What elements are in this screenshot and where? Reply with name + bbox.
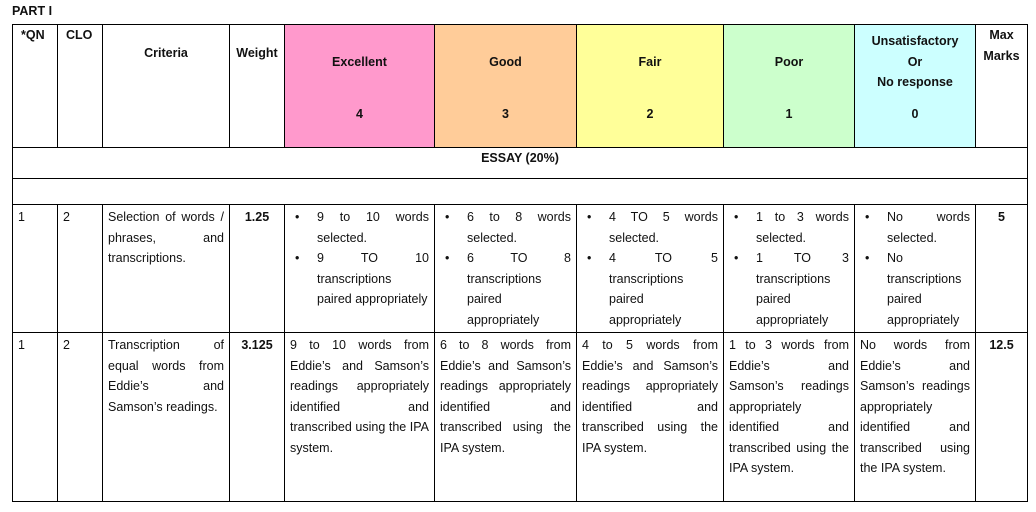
level-header-good xyxy=(435,25,577,148)
qn-header-label: *QN xyxy=(21,28,45,42)
max-marks-cell: 5 xyxy=(976,205,1028,333)
level-cell-good xyxy=(435,205,577,333)
list-item: • 1 to 3 words selected. xyxy=(756,207,849,248)
level-header-fair xyxy=(577,25,724,148)
list-item: • 9 to 10 words selected. xyxy=(317,207,429,248)
level-score: 2 xyxy=(646,107,654,121)
section-row xyxy=(13,148,1028,179)
level-name xyxy=(855,31,975,93)
level-cell-fair xyxy=(577,205,724,333)
max-marks-header-line: Max xyxy=(989,28,1014,42)
level-header-excellent xyxy=(285,25,435,148)
criteria-cell: Transcription of equal words from Eddie’s and Samson’s readings. xyxy=(103,333,230,502)
level-name: Fair xyxy=(638,55,662,69)
qn-cell: 1 xyxy=(13,205,58,333)
table-row xyxy=(13,333,1028,502)
max-marks-header xyxy=(976,25,1028,148)
max-marks-header-line: Marks xyxy=(983,48,1020,63)
level-cell-good: 6 to 8 words from Eddie’s and Samson’s readings appropriately identified and transcribed using the IPA system. xyxy=(435,333,577,502)
level-name: Excellent xyxy=(332,55,387,69)
criteria-header-label: Criteria xyxy=(144,46,188,60)
rubric-table xyxy=(12,24,1028,502)
level-name-line: No response xyxy=(877,75,953,89)
qn-cell: 1 xyxy=(13,333,58,502)
level-cell-fair: 4 to 5 words from Eddie’s and Samson’s readings appropriately identified and transcribed using the IPA system. xyxy=(577,333,724,502)
level-cell-poor xyxy=(724,205,855,333)
spacer-cell xyxy=(13,179,1028,205)
weight-header xyxy=(230,25,285,148)
weight-cell: 1.25 xyxy=(230,205,285,333)
list-item: • 4 TO 5 words selected. xyxy=(609,207,718,248)
qn-header xyxy=(13,25,58,148)
list-item: • No transcriptions paired appropriately xyxy=(887,248,970,330)
clo-cell: 2 xyxy=(58,205,103,333)
criteria-cell: Selection of words / phrases, and transcriptions. xyxy=(103,205,230,333)
list-item: • No words selected. xyxy=(887,207,970,248)
level-cell-excellent xyxy=(285,205,435,333)
level-score: 0 xyxy=(911,107,919,121)
clo-header xyxy=(58,25,103,148)
list-item: • 4 TO 5 transcriptions paired appropriately xyxy=(609,248,718,330)
level-header-unsatisfactory xyxy=(855,25,976,148)
list-item: • 6 to 8 words selected. xyxy=(467,207,571,248)
list-item: • 1 TO 3 transcriptions paired appropriately xyxy=(756,248,849,330)
weight-header-label: Weight xyxy=(236,46,278,60)
level-cell-poor: 1 to 3 words from Eddie’s and Samson’s readings appropriately identified and transcribed using the IPA system. xyxy=(724,333,855,502)
level-cell-excellent: 9 to 10 words from Eddie’s and Samson’s readings appropriately identified and transcribed using the IPA system. xyxy=(285,333,435,502)
level-score: 4 xyxy=(356,107,363,121)
clo-cell: 2 xyxy=(58,333,103,502)
max-marks-cell: 12.5 xyxy=(976,333,1028,502)
weight-cell: 3.125 xyxy=(230,333,285,502)
part-title: PART I xyxy=(12,4,53,18)
level-name-line: Unsatisfactory xyxy=(871,34,959,48)
level-cell-unsatisfactory: No words from Eddie’s and Samson’s readings appropriately identified and transcribed using the IPA system. xyxy=(855,333,976,502)
header-row xyxy=(13,25,1028,148)
level-score: 1 xyxy=(785,107,793,121)
level-header-poor xyxy=(724,25,855,148)
section-title: ESSAY (20%) xyxy=(13,148,1028,179)
clo-header-label: CLO xyxy=(66,28,93,42)
table-row xyxy=(13,205,1028,333)
level-name: Poor xyxy=(774,55,804,69)
criteria-header xyxy=(103,25,230,148)
level-score: 3 xyxy=(502,107,509,121)
spacer-row xyxy=(13,179,1028,205)
level-name-line: Or xyxy=(907,54,923,69)
list-item: • 6 TO 8 transcriptions paired appropriately xyxy=(467,248,571,330)
level-cell-unsatisfactory xyxy=(855,205,976,333)
list-item: • 9 TO 10 transcriptions paired appropriately xyxy=(317,248,429,310)
level-name: Good xyxy=(489,55,522,69)
